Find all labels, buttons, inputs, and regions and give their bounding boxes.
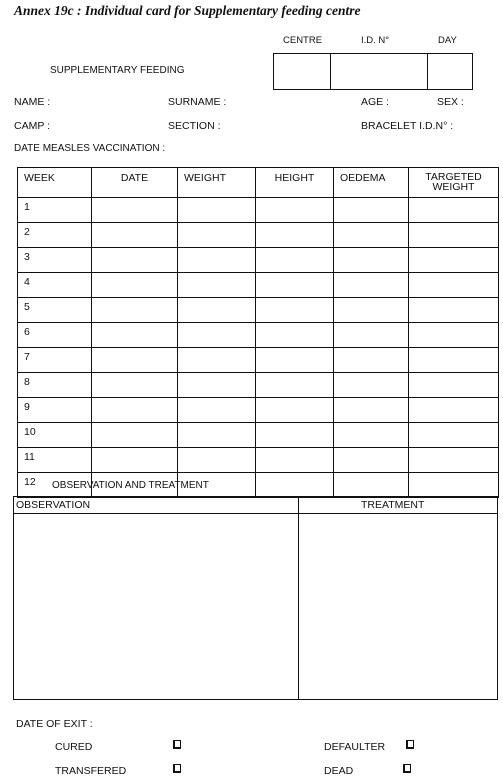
id-number-box[interactable]: [330, 53, 428, 90]
week-cell: 10: [18, 423, 92, 448]
oedema-cell[interactable]: [334, 273, 409, 298]
targeted-weight-cell[interactable]: [409, 423, 499, 448]
height-cell[interactable]: [256, 448, 334, 473]
week-rows: [18, 198, 499, 498]
age-label: AGE :: [361, 96, 390, 108]
weight-cell[interactable]: [178, 248, 256, 273]
table-row: [18, 373, 499, 398]
week-cell: 6: [18, 323, 92, 348]
date-cell[interactable]: [92, 348, 178, 373]
weight-cell[interactable]: [178, 198, 256, 223]
weekly-measurements-table: [17, 167, 499, 498]
height-cell[interactable]: [256, 423, 334, 448]
cured-label: CURED: [55, 741, 93, 753]
targeted-weight-cell[interactable]: [409, 398, 499, 423]
cured-checkbox[interactable]: [173, 740, 181, 749]
defaulter-label: DEFAULTER: [324, 741, 386, 753]
treatment-field[interactable]: [303, 517, 493, 697]
height-cell[interactable]: [256, 398, 334, 423]
date-cell[interactable]: [92, 223, 178, 248]
oedema-cell[interactable]: [334, 398, 409, 423]
week-cell: 9: [18, 398, 92, 423]
date-cell[interactable]: [92, 398, 178, 423]
centre-box[interactable]: [273, 53, 331, 90]
transfered-label: TRANSFERED: [55, 765, 127, 777]
oedema-cell[interactable]: [334, 423, 409, 448]
height-cell[interactable]: [256, 348, 334, 373]
date-cell[interactable]: [92, 273, 178, 298]
week-cell: 12: [18, 473, 92, 498]
centre-header: CENTRE: [283, 35, 323, 46]
table-row: [18, 223, 499, 248]
bracelet-label: BRACELET I.D.N° :: [361, 120, 454, 132]
height-cell[interactable]: [256, 298, 334, 323]
height-cell[interactable]: [256, 198, 334, 223]
table-row: [18, 348, 499, 373]
oedema-cell[interactable]: [334, 348, 409, 373]
card-title: Annex 19c : Individual card for Supplementary feeding centre: [14, 3, 361, 18]
dead-checkbox[interactable]: [403, 764, 411, 773]
oedema-cell[interactable]: [334, 323, 409, 348]
observation-column-header: OBSERVATION: [16, 499, 91, 511]
height-cell[interactable]: [256, 273, 334, 298]
week-column-header: WEEK: [18, 168, 92, 198]
date-cell[interactable]: [92, 373, 178, 398]
surname-label: SURNAME :: [168, 96, 227, 108]
sex-label: SEX :: [437, 96, 464, 108]
day-box[interactable]: [427, 53, 473, 90]
id-number-header: I.D. N°: [361, 35, 390, 46]
targeted-weight-cell[interactable]: [409, 473, 499, 498]
weight-cell[interactable]: [178, 323, 256, 348]
date-cell[interactable]: [92, 248, 178, 273]
table-row: [18, 198, 499, 223]
table-row: [18, 273, 499, 298]
date-cell[interactable]: [92, 298, 178, 323]
observation-header-rule: [14, 513, 497, 514]
targeted-weight-cell[interactable]: [409, 298, 499, 323]
weight-cell[interactable]: [178, 273, 256, 298]
table-row: [18, 298, 499, 323]
dead-label: DEAD: [324, 765, 354, 777]
weight-cell[interactable]: [178, 398, 256, 423]
treatment-column-header: TREATMENT: [361, 499, 425, 511]
week-cell: 11: [18, 448, 92, 473]
oedema-cell[interactable]: [334, 373, 409, 398]
weight-cell[interactable]: [178, 348, 256, 373]
weight-cell[interactable]: [178, 448, 256, 473]
camp-label: CAMP :: [14, 120, 50, 132]
date-column-header: DATE: [92, 168, 178, 198]
oedema-cell[interactable]: [334, 298, 409, 323]
targeted-weight-cell[interactable]: [409, 348, 499, 373]
targeted-weight-cell[interactable]: [409, 248, 499, 273]
targeted-weight-cell[interactable]: [409, 223, 499, 248]
weight-cell[interactable]: [178, 223, 256, 248]
name-label: NAME :: [14, 96, 51, 108]
weight-column-header: WEIGHT: [178, 168, 256, 198]
observation-section-title: OBSERVATION AND TREATMENT: [52, 480, 209, 491]
date-cell[interactable]: [92, 323, 178, 348]
targeted-weight-cell[interactable]: [409, 198, 499, 223]
date-cell[interactable]: [92, 448, 178, 473]
transfered-checkbox[interactable]: [173, 764, 181, 773]
targeted-weight-cell[interactable]: [409, 373, 499, 398]
height-cell[interactable]: [256, 248, 334, 273]
section-label: SECTION :: [168, 120, 221, 132]
oedema-cell[interactable]: [334, 248, 409, 273]
observation-column-divider: [298, 497, 299, 699]
targeted-weight-cell[interactable]: [409, 273, 499, 298]
date-cell[interactable]: [92, 423, 178, 448]
table-row: [18, 398, 499, 423]
oedema-column-header: OEDEMA: [334, 168, 409, 198]
weight-cell[interactable]: [178, 423, 256, 448]
week-cell: 2: [18, 223, 92, 248]
week-cell: 3: [18, 248, 92, 273]
observation-field[interactable]: [16, 517, 294, 697]
targeted-weight-column-header: TARGETED WEIGHT: [409, 168, 499, 198]
week-cell: 4: [18, 273, 92, 298]
oedema-cell[interactable]: [334, 223, 409, 248]
program-label: SUPPLEMENTARY FEEDING: [50, 65, 185, 76]
week-cell: 8: [18, 373, 92, 398]
height-column-header: HEIGHT: [256, 168, 334, 198]
date-cell[interactable]: [92, 198, 178, 223]
measles-vaccination-label: DATE MEASLES VACCINATION :: [14, 143, 166, 154]
week-cell: 5: [18, 298, 92, 323]
table-row: [18, 248, 499, 273]
table-row: [18, 423, 499, 448]
table-row: [18, 448, 499, 473]
weight-cell[interactable]: [178, 373, 256, 398]
date-of-exit-label: DATE OF EXIT :: [16, 718, 93, 730]
oedema-cell[interactable]: [334, 473, 409, 498]
table-row: [18, 323, 499, 348]
oedema-cell[interactable]: [334, 198, 409, 223]
height-cell[interactable]: [256, 473, 334, 498]
height-cell[interactable]: [256, 373, 334, 398]
height-cell[interactable]: [256, 223, 334, 248]
weight-cell[interactable]: [178, 298, 256, 323]
targeted-weight-cell[interactable]: [409, 448, 499, 473]
oedema-cell[interactable]: [334, 448, 409, 473]
targeted-weight-cell[interactable]: [409, 323, 499, 348]
defaulter-checkbox[interactable]: [406, 740, 414, 749]
height-cell[interactable]: [256, 323, 334, 348]
day-header: DAY: [438, 35, 457, 46]
week-cell: 7: [18, 348, 92, 373]
observation-treatment-box: [13, 496, 498, 700]
week-cell: 1: [18, 198, 92, 223]
